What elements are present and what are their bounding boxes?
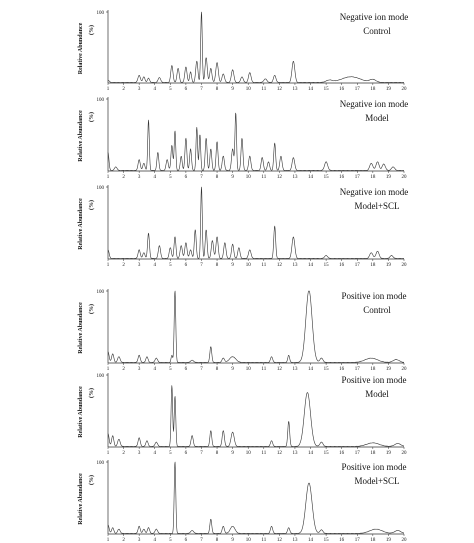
x-tick-label: 5 [169, 451, 172, 456]
y-axis-unit: (%) [89, 25, 95, 35]
x-tick-label: 1 [106, 263, 110, 268]
x-tick-label: 9 [231, 263, 234, 268]
x-tick-label: 6 [184, 175, 188, 180]
x-tick-label: 1 [106, 367, 110, 372]
x-tick-label: 4 [153, 538, 156, 543]
x-tick-label: 7 [200, 263, 203, 268]
x-tick-label: 4 [153, 367, 156, 372]
x-tick-label: 3 [137, 451, 141, 456]
x-tick-label: 8 [215, 175, 219, 180]
x-tick-label: 7 [200, 367, 203, 372]
ion-mode-label: Negative ion mode [339, 12, 409, 22]
x-tick-label: 19 [385, 451, 391, 456]
group-label: Model+SCL [354, 201, 400, 211]
y-axis-unit: (%) [89, 388, 95, 398]
y-tick-label: 100 [96, 11, 104, 16]
x-tick-label: 2 [122, 538, 125, 543]
x-tick-label: 12 [276, 451, 282, 456]
x-tick-label: 2 [122, 87, 125, 92]
x-tick-label: 3 [137, 538, 141, 543]
x-tick-label: 2 [122, 175, 125, 180]
x-tick-label: 14 [308, 451, 314, 456]
x-tick-label: 8 [215, 538, 219, 543]
x-tick-label: 15 [323, 87, 329, 92]
x-tick-label: 3 [137, 263, 141, 268]
x-tick-label: 12 [276, 367, 282, 372]
x-tick-label: 13 [292, 175, 298, 180]
x-tick-label: 18 [370, 451, 376, 456]
x-tick-label: 3 [137, 367, 141, 372]
x-tick-label: 16 [339, 451, 345, 456]
x-tick-label: 19 [385, 263, 391, 268]
ion-mode-label: Positive ion mode [341, 291, 407, 301]
x-tick-label: 10 [245, 87, 251, 92]
x-tick-label: 4 [153, 87, 156, 92]
x-tick-label: 19 [385, 87, 391, 92]
x-tick-label: 17 [354, 87, 360, 92]
x-tick-label: 11 [261, 263, 267, 268]
x-tick-label: 2 [122, 263, 125, 268]
x-tick-label: 1 [106, 175, 110, 180]
x-tick-label: 1 [106, 87, 110, 92]
x-tick-label: 17 [354, 451, 360, 456]
x-tick-label: 13 [292, 87, 298, 92]
x-tick-label: 6 [184, 451, 188, 456]
ion-mode-label: Negative ion mode [339, 99, 409, 109]
y-axis-title: Relative Abundance [78, 302, 84, 354]
x-tick-label: 13 [292, 538, 298, 543]
x-tick-label: 4 [153, 175, 156, 180]
x-tick-label: 10 [245, 367, 251, 372]
x-tick-label: 16 [339, 367, 345, 372]
x-tick-label: 15 [323, 263, 329, 268]
x-tick-label: 11 [261, 538, 267, 543]
x-tick-label: 10 [245, 538, 251, 543]
x-tick-label: 17 [354, 367, 360, 372]
y-tick-label: 100 [96, 290, 104, 295]
x-tick-label: 17 [354, 175, 360, 180]
x-tick-label: 18 [370, 263, 376, 268]
x-tick-label: 9 [231, 367, 234, 372]
x-tick-label: 7 [200, 175, 203, 180]
x-tick-label: 14 [308, 538, 314, 543]
x-tick-label: 11 [261, 367, 267, 372]
x-tick-label: 14 [308, 175, 314, 180]
x-tick-label: 8 [215, 263, 219, 268]
x-tick-label: 16 [339, 175, 345, 180]
y-tick-label: 100 [96, 461, 104, 466]
group-label: Model+SCL [354, 476, 400, 486]
x-tick-label: 16 [339, 263, 345, 268]
x-tick-label: 20 [401, 538, 407, 543]
x-tick-label: 18 [370, 538, 376, 543]
x-tick-label: 6 [184, 538, 188, 543]
x-tick-label: 12 [276, 263, 282, 268]
y-tick-label: 100 [96, 186, 104, 191]
x-tick-label: 6 [184, 263, 188, 268]
x-tick-label: 7 [200, 87, 203, 92]
x-tick-label: 6 [184, 87, 188, 92]
x-tick-label: 13 [292, 367, 298, 372]
x-tick-label: 15 [323, 451, 329, 456]
x-tick-label: 9 [231, 538, 234, 543]
group-label: Model [365, 113, 389, 123]
group-label: Model [365, 389, 389, 399]
y-axis-unit: (%) [89, 304, 95, 314]
y-axis-unit: (%) [89, 200, 95, 210]
group-label: Control [363, 305, 391, 315]
x-tick-label: 7 [200, 451, 203, 456]
x-tick-label: 19 [385, 367, 391, 372]
y-tick-label: 100 [96, 98, 104, 103]
x-tick-label: 10 [245, 263, 251, 268]
x-tick-label: 17 [354, 263, 360, 268]
x-tick-label: 14 [308, 263, 314, 268]
x-tick-label: 5 [169, 263, 172, 268]
x-tick-label: 1 [106, 451, 110, 456]
x-tick-label: 8 [215, 451, 219, 456]
y-axis-title: Relative Abundance [78, 22, 84, 75]
x-tick-label: 20 [401, 451, 407, 456]
x-tick-label: 10 [245, 175, 251, 180]
x-tick-label: 18 [370, 87, 376, 92]
ion-mode-label: Positive ion mode [341, 462, 407, 472]
x-tick-label: 20 [401, 87, 407, 92]
x-tick-label: 10 [245, 451, 251, 456]
x-tick-label: 19 [385, 538, 391, 543]
y-axis-title: Relative Abundance [78, 110, 84, 162]
y-axis-title: Relative Abundance [78, 386, 84, 438]
x-tick-label: 5 [169, 367, 172, 372]
x-tick-label: 18 [370, 175, 376, 180]
x-tick-label: 6 [184, 367, 188, 372]
x-tick-label: 13 [292, 451, 298, 456]
x-tick-label: 5 [169, 538, 172, 543]
x-tick-label: 2 [122, 451, 125, 456]
x-tick-label: 14 [308, 87, 314, 92]
x-tick-label: 20 [401, 175, 407, 180]
y-tick-label: 100 [96, 374, 104, 379]
x-tick-label: 5 [169, 175, 172, 180]
x-tick-label: 9 [231, 175, 234, 180]
x-tick-label: 20 [401, 263, 407, 268]
group-label: Control [363, 26, 391, 36]
x-tick-label: 12 [276, 538, 282, 543]
ion-mode-label: Positive ion mode [341, 375, 407, 385]
x-tick-label: 12 [276, 87, 282, 92]
x-tick-label: 15 [323, 367, 329, 372]
x-tick-label: 8 [215, 367, 219, 372]
x-tick-label: 9 [231, 451, 234, 456]
x-tick-label: 7 [200, 538, 203, 543]
x-tick-label: 3 [137, 87, 141, 92]
x-tick-label: 3 [137, 175, 141, 180]
y-axis-title: Relative Abundance [78, 198, 84, 250]
x-tick-label: 16 [339, 538, 345, 543]
x-tick-label: 4 [153, 263, 156, 268]
x-tick-label: 11 [261, 87, 267, 92]
x-tick-label: 13 [292, 263, 298, 268]
x-tick-label: 20 [401, 367, 407, 372]
y-axis-title: Relative Abundance [78, 473, 84, 525]
x-tick-label: 11 [261, 175, 267, 180]
x-tick-label: 11 [261, 451, 267, 456]
x-tick-label: 18 [370, 367, 376, 372]
x-tick-label: 5 [169, 87, 172, 92]
x-tick-label: 14 [308, 367, 314, 372]
x-tick-label: 1 [106, 538, 110, 543]
x-tick-label: 15 [323, 538, 329, 543]
ion-mode-label: Negative ion mode [339, 187, 409, 197]
x-tick-label: 16 [339, 87, 345, 92]
x-tick-label: 12 [276, 175, 282, 180]
y-axis-unit: (%) [89, 112, 95, 122]
x-tick-label: 9 [231, 87, 234, 92]
x-tick-label: 4 [153, 451, 156, 456]
x-tick-label: 2 [122, 367, 125, 372]
x-tick-label: 8 [215, 87, 219, 92]
y-axis-unit: (%) [89, 475, 95, 485]
x-tick-label: 15 [323, 175, 329, 180]
x-tick-label: 17 [354, 538, 360, 543]
x-tick-label: 19 [385, 175, 391, 180]
